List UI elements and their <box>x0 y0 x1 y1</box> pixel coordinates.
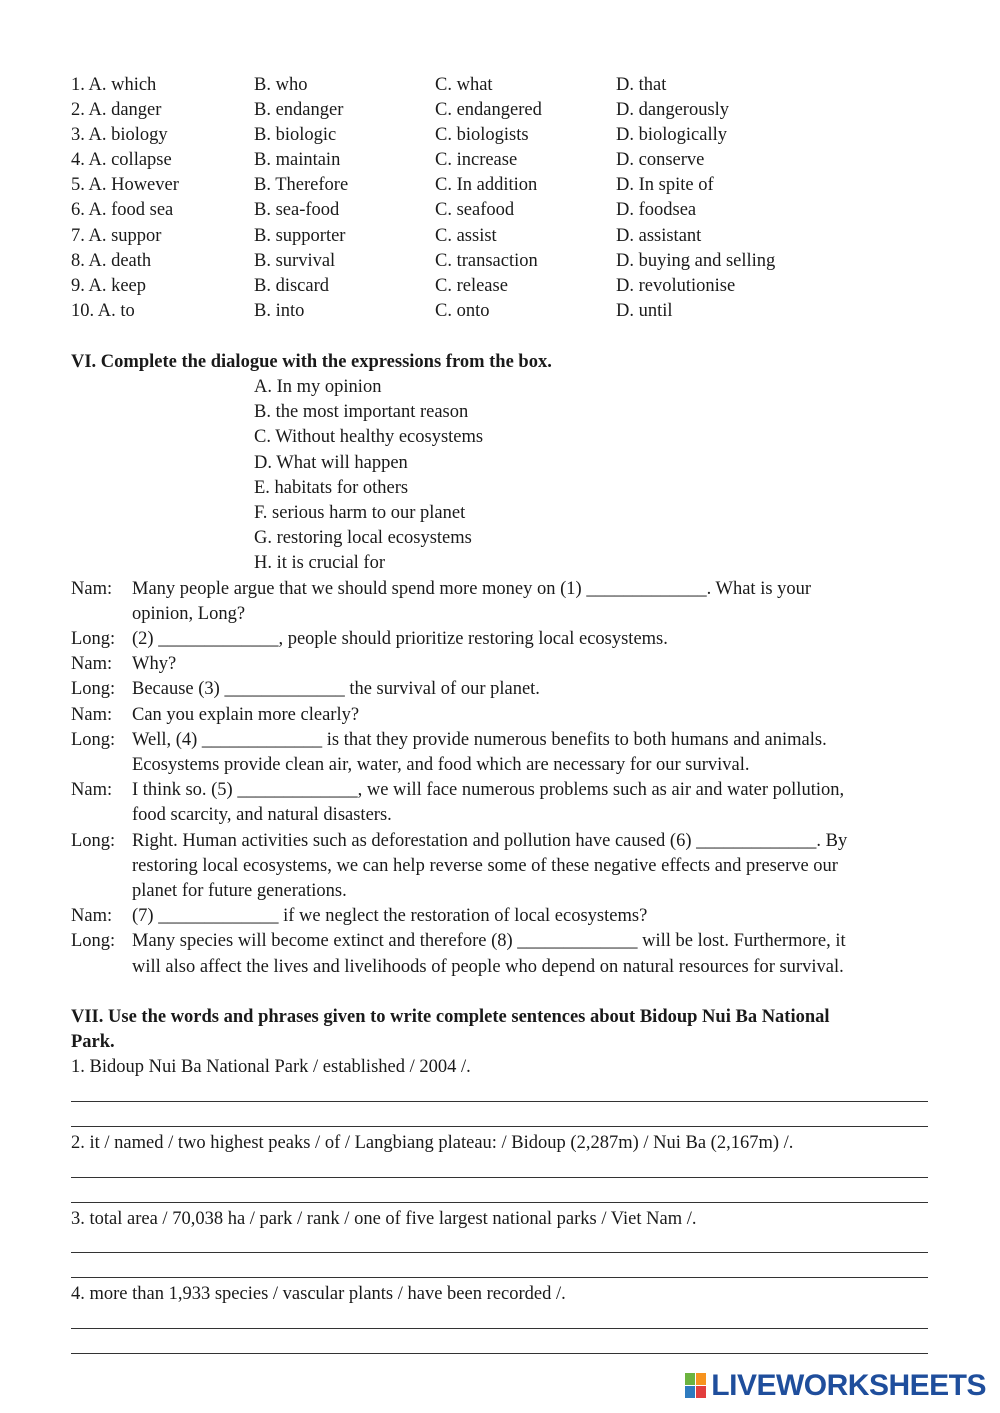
section-7-heading: VII. Use the words and phrases given to write complete sentences about Bidoup Nui Ba National <box>71 1007 830 1027</box>
answer-line[interactable] <box>71 1126 928 1127</box>
dialogue-line: opinion, Long? <box>132 604 246 624</box>
sentence-prompt: 1. Bidoup Nui Ba National Park / established / 2004 /. <box>71 1057 471 1077</box>
expression-option: H. it is crucial for <box>254 553 385 573</box>
mc-option-c: C. transaction <box>435 251 538 271</box>
dialogue-line: Many people argue that we should spend more money on (1) _____________. What is your <box>132 579 812 599</box>
mc-option-b: B. biologic <box>254 125 337 145</box>
section-6-heading: VI. Complete the dialogue with the expressions from the box. <box>71 352 552 372</box>
dialogue-line: food scarcity, and natural disasters. <box>132 805 392 825</box>
expression-option: E. habitats for others <box>254 478 409 498</box>
mc-option-a: 6. A. food sea <box>71 200 174 220</box>
mc-option-b: B. discard <box>254 276 330 296</box>
dialogue-line: Because (3) _____________ the survival of our planet. <box>132 679 540 699</box>
liveworksheets-logo <box>685 1369 986 1403</box>
mc-option-b: B. survival <box>254 251 336 271</box>
expression-option: D. What will happen <box>254 453 408 473</box>
mc-option-b: B. maintain <box>254 150 341 170</box>
mc-option-d: D. foodsea <box>616 200 697 220</box>
mc-option-d: D. until <box>616 301 673 321</box>
mc-option-a: 2. A. danger <box>71 100 162 120</box>
mc-option-d: D. revolutionise <box>616 276 736 296</box>
speaker-label: Nam: <box>71 654 113 674</box>
mc-option-d: D. buying and selling <box>616 251 776 271</box>
expression-option: F. serious harm to our planet <box>254 503 466 523</box>
mc-option-b: B. who <box>254 75 308 95</box>
answer-line[interactable] <box>71 1277 928 1278</box>
mc-option-d: D. dangerously <box>616 100 730 120</box>
mc-option-d: D. assistant <box>616 226 702 246</box>
mc-option-d: D. conserve <box>616 150 705 170</box>
answer-line[interactable] <box>71 1252 928 1253</box>
mc-option-b: B. endanger <box>254 100 344 120</box>
speaker-label: Long: <box>71 831 116 851</box>
speaker-label: Long: <box>71 679 116 699</box>
mc-option-b: B. into <box>254 301 305 321</box>
speaker-label: Long: <box>71 629 116 649</box>
speaker-label: Nam: <box>71 705 113 725</box>
expression-option: C. Without healthy ecosystems <box>254 427 484 447</box>
dialogue-line: Ecosystems provide clean air, water, and food which are necessary for our survival. <box>132 755 750 775</box>
mc-option-d: D. that <box>616 75 667 95</box>
expression-option: A. In my opinion <box>254 377 382 397</box>
mc-option-c: C. onto <box>435 301 490 321</box>
mc-option-c: C. release <box>435 276 508 296</box>
speaker-label: Nam: <box>71 579 113 599</box>
dialogue-line: Why? <box>132 654 177 674</box>
mc-option-d: D. In spite of <box>616 175 714 195</box>
answer-line[interactable] <box>71 1202 928 1203</box>
liveworksheets-wordmark: LIVEWORKSHEETS <box>711 1369 986 1402</box>
dialogue-line: Well, (4) _____________ is that they provide numerous benefits to both humans and animals. <box>132 730 827 750</box>
mc-option-c: C. assist <box>435 226 497 246</box>
answer-line[interactable] <box>71 1177 928 1178</box>
speaker-label: Long: <box>71 730 116 750</box>
expression-option: B. the most important reason <box>254 402 469 422</box>
dialogue-line: planet for future generations. <box>132 881 347 901</box>
mc-option-c: C. endangered <box>435 100 542 120</box>
mc-option-c: C. what <box>435 75 493 95</box>
mc-option-d: D. biologically <box>616 125 727 145</box>
sentence-prompt: 2. it / named / two highest peaks / of / Langbiang plateau: / Bidoup (2,287m) / Nui Ba (2,167m) /. <box>71 1133 794 1153</box>
mc-option-a: 9. A. keep <box>71 276 147 296</box>
answer-line[interactable] <box>71 1101 928 1102</box>
speaker-label: Nam: <box>71 780 113 800</box>
section-7-heading-cont: Park. <box>71 1032 115 1052</box>
mc-option-a: 1. A. which <box>71 75 157 95</box>
mc-option-c: C. biologists <box>435 125 529 145</box>
dialogue-line: (7) _____________ if we neglect the restoration of local ecosystems? <box>132 906 648 926</box>
answer-line[interactable] <box>71 1328 928 1329</box>
dialogue-line: Right. Human activities such as deforestation and pollution have caused (6) _____________. By <box>132 831 848 851</box>
speaker-label: Long: <box>71 931 116 951</box>
mc-option-a: 10. A. to <box>71 301 135 321</box>
mc-option-a: 5. A. However <box>71 175 179 195</box>
mc-option-c: C. seafood <box>435 200 515 220</box>
dialogue-line: restoring local ecosystems, we can help reverse some of these negative effects and preserve our <box>132 856 838 876</box>
answer-line[interactable] <box>71 1353 928 1354</box>
mc-option-a: 4. A. collapse <box>71 150 172 170</box>
mc-option-a: 8. A. death <box>71 251 152 271</box>
dialogue-line: (2) _____________, people should prioritize restoring local ecosystems. <box>132 629 668 649</box>
dialogue-line: Many species will become extinct and therefore (8) _____________ will be lost. Furthermore, it <box>132 931 846 951</box>
mc-option-b: B. Therefore <box>254 175 349 195</box>
mc-option-c: C. In addition <box>435 175 538 195</box>
dialogue-line: will also affect the lives and livelihoods of people who depend on natural resources for survival. <box>132 957 844 977</box>
mc-option-b: B. supporter <box>254 226 346 246</box>
liveworksheets-mark-icon <box>685 1373 707 1399</box>
expression-option: G. restoring local ecosystems <box>254 528 472 548</box>
speaker-label: Nam: <box>71 906 113 926</box>
sentence-prompt: 4. more than 1,933 species / vascular plants / have been recorded /. <box>71 1284 566 1304</box>
sentence-prompt: 3. total area / 70,038 ha / park / rank / one of five largest national parks / Viet Nam /. <box>71 1209 697 1229</box>
mc-option-b: B. sea-food <box>254 200 340 220</box>
mc-option-a: 3. A. biology <box>71 125 168 145</box>
mc-option-c: C. increase <box>435 150 518 170</box>
dialogue-line: Can you explain more clearly? <box>132 705 360 725</box>
mc-option-a: 7. A. suppor <box>71 226 162 246</box>
dialogue-line: I think so. (5) _____________, we will face numerous problems such as air and water pollution, <box>132 780 845 800</box>
